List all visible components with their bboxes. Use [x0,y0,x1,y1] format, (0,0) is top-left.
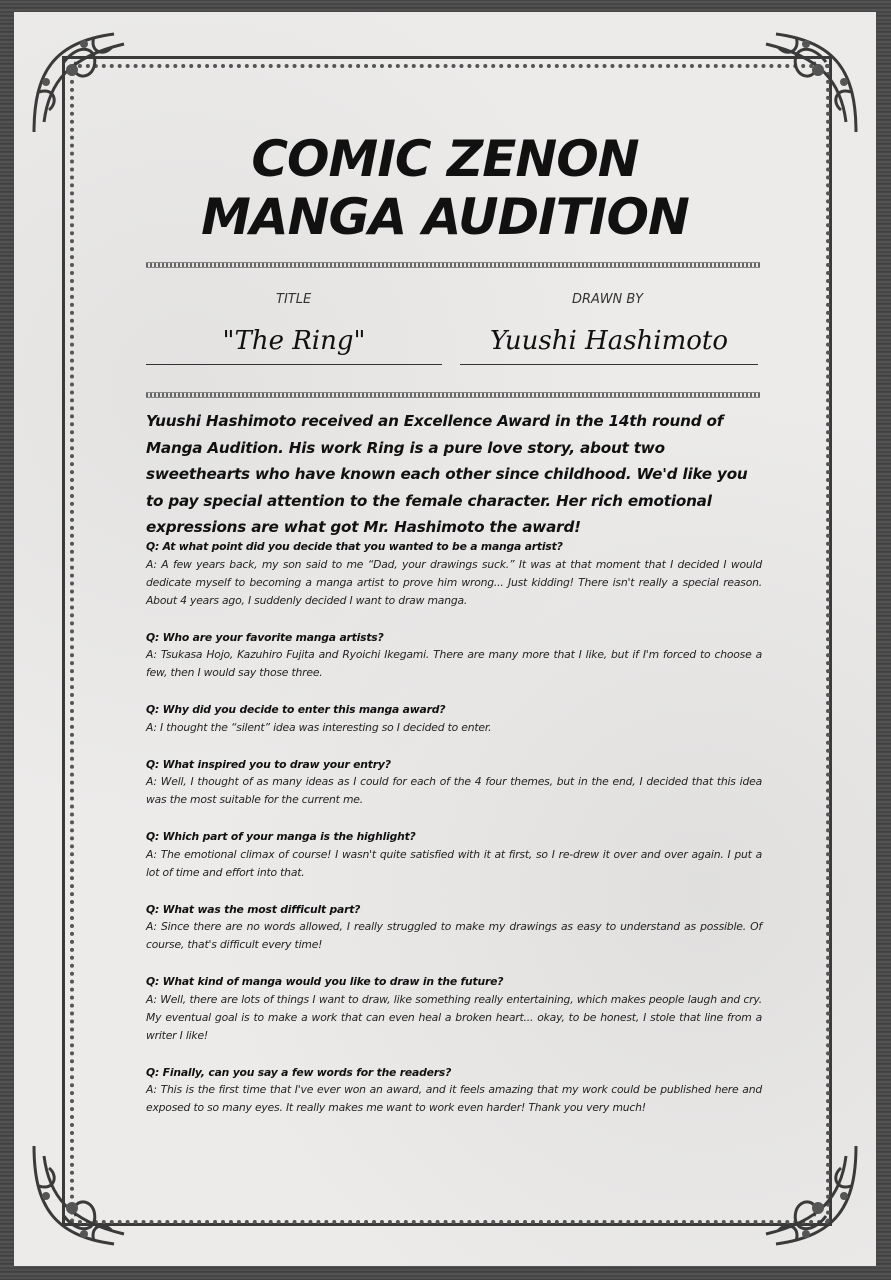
title-label: TITLE [276,292,312,307]
question: Q: What was the most difficult part? [146,902,361,916]
interview-qa-list [146,538,762,1136]
answer: A: The emotional climax of course! I wasn't quite satisfied with it at first, so I re-drew it over and over again. I put a lot of time and effort into that. [146,847,762,879]
corner-ornament-icon [746,1136,866,1256]
qa-item [146,701,762,737]
corner-ornament-icon [24,22,144,142]
answer: A: A few years back, my son said to me “Dad, your drawings suck.” It was at that moment that I decided I would dedicate myself to becoming a manga artist to prove him wrong... Just kidding! There isn't really a special reason. About 4 years ago, I suddenly decided I want to draw manga. [146,557,762,607]
drawn-by-label: DRAWN BY [572,292,644,307]
answer: A: Well, I thought of as many ideas as I could for each of the 4 four themes, but in the end, I decided that this idea was the most suitable for the current me. [146,775,762,806]
decorative-divider [146,392,760,398]
answer: A: This is the first time that I've ever won an award, and it feels amazing that my work could be published here and exposed to so many eyes. It really makes me want to work even harder! Thank you very much! [146,1083,762,1114]
answer: A: Well, there are lots of things I want to draw, like something really entertaining, which makes people laugh and cry. My eventual goal is to make a work that can even heal a broken heart... okay, to be honest, I stole that line from a writer I like! [146,992,762,1042]
qa-item [146,538,762,610]
drawn-by-underline [460,364,758,365]
answer: A: Tsukasa Hojo, Kazuhiro Fujita and Ryoichi Ikegami. There are many more that I like, but if I'm forced to choose a few, then I would say those three. [146,648,762,679]
title-underline [146,364,442,365]
question: Q: At what point did you decide that you wanted to be a manga artist? [146,540,563,553]
page-title-line-1: COMIC ZENON [251,130,639,188]
corner-ornament-icon [746,22,866,142]
qa-item [146,901,762,955]
question: Q: Which part of your manga is the highlight? [146,830,416,843]
document-page [14,12,876,1266]
intro-paragraph: Yuushi Hashimoto received an Excellence Award in the 14th round of Manga Audition. His work Ring is a pure love story, about two sweethearts who have known each other since childhood. We'd like you to pay special attention to the female character. Her rich emotional expressions are what got Mr. Hashimoto the award! [146,412,748,536]
drawn-by-value: Yuushi Hashimoto [489,326,729,356]
qa-item [146,828,762,882]
title-value: "The Ring" [222,326,366,356]
question: Q: Finally, can you say a few words for the readers? [146,1065,452,1079]
qa-item [146,1064,762,1118]
page-title-line-2: MANGA AUDITION [201,188,689,246]
question: Q: What inspired you to draw your entry? [146,757,391,771]
qa-item [146,629,762,683]
qa-item [146,973,762,1045]
corner-ornament-icon [24,1136,144,1256]
question: Q: Who are your favorite manga artists? [146,630,384,644]
qa-item [146,756,762,810]
answer: A: Since there are no words allowed, I really struggled to make my drawings as easy to understand as possible. Of course, that's difficult every time! [146,920,762,951]
question: Q: What kind of manga would you like to draw in the future? [146,975,504,988]
question: Q: Why did you decide to enter this manga award? [146,703,446,716]
decorative-divider [146,262,760,268]
answer: A: I thought the “silent” idea was interesting so I decided to enter. [146,720,492,734]
